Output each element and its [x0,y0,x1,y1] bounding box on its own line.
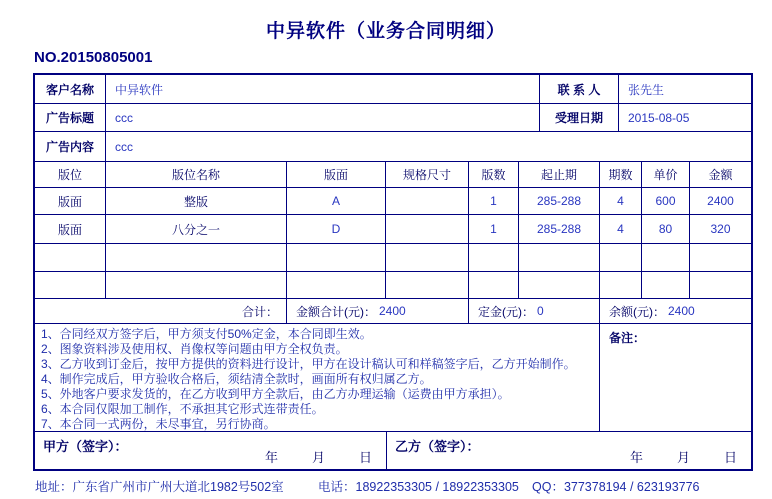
term-line: 2、图象资料涉及使用权、肖像权等问题由甲方全权负责。 [41,342,348,356]
contract-number: NO.20150805001 [34,49,153,66]
grid-cell: 2400 [690,188,751,215]
col-header-period: 起止期 [519,162,600,188]
grid-cell: 320 [690,215,751,244]
grid-cell [287,272,386,299]
grid-cell [519,272,600,299]
grid-cell [519,244,600,272]
contact-person-label: 联 系 人 [540,75,619,104]
col-header-amount: 金额 [690,162,751,188]
month-label: 月 [311,450,325,465]
ad-content-value: ccc [106,132,751,162]
footer-address: 地址：广东省广州市广州大道北1982号502室 [35,480,284,494]
totals-amount [287,299,469,324]
party-a-signature-cell [35,432,387,469]
totals-balance [600,299,751,324]
grid-cell: 285-288 [519,188,600,215]
col-header-terms: 期数 [600,162,642,188]
term-line: 4、制作完成后，甲方验收合格后，须结清全款时，画面所有权归属乙方。 [41,372,432,386]
grid-cell [600,244,642,272]
totals-deposit-label: 定金(元)： [478,304,534,319]
page-title: 中异软件（业务合同明细） [265,21,506,42]
totals-balance-label: 余额(元)： [609,304,665,319]
ad-title-label: 广告标题 [35,104,106,132]
term-line: 1、合同经双方签字后，甲方须支付50%定金，本合同即生效。 [41,327,372,341]
grid-cell [386,215,469,244]
year-label: 年 [264,450,278,465]
footer-qq: QQ：377378194 / 623193776 [532,480,700,494]
grid-cell [690,244,751,272]
totals-balance-value: 2400 [668,304,695,318]
grid-cell: 80 [642,215,690,244]
party-b-date-fields [630,447,737,466]
ad-title-value: ccc [106,104,540,132]
totals-amount-value: 2400 [379,304,406,318]
grid-cell [386,272,469,299]
totals-amount-label: 金额合计(元)： [296,304,376,319]
grid-cell [287,244,386,272]
col-header-bancount: 版数 [469,162,519,188]
col-header-unit-price: 单价 [642,162,690,188]
customer-name-value: 中异软件 [106,75,540,104]
day-label: 日 [723,450,737,465]
grid-cell [35,244,106,272]
grid-cell: 1 [469,215,519,244]
grid-cell [642,272,690,299]
year-label: 年 [629,450,643,465]
ad-content-label: 广告内容 [35,132,106,162]
totals-label: 合计： [35,299,287,324]
col-header-banwei: 版位 [35,162,106,188]
contract-table [33,73,753,471]
term-line: 6、本合同仅限加工制作，不承担其它形式连带责任。 [41,402,324,416]
term-line: 3、乙方收到订金后，按甲方提供的资料进行设计，甲方在设计稿认可和样稿签字后，乙方开始制作。 [41,357,576,371]
totals-deposit-value: 0 [537,304,544,318]
grid-cell [642,244,690,272]
grid-cell [386,188,469,215]
totals-deposit [469,299,600,324]
grid-cell [469,272,519,299]
grid-cell: 整版 [106,188,287,215]
grid-cell: 版面 [35,215,106,244]
grid-cell [469,244,519,272]
grid-cell [106,244,287,272]
grid-cell [600,272,642,299]
grid-cell: D [287,215,386,244]
party-b-signature-cell [387,432,751,469]
grid-cell: 1 [469,188,519,215]
term-line: 5、外地客户要求发货的，在乙方收到甲方全款后，由乙方办理运输（运费由甲方承担）。 [41,387,510,401]
grid-cell [690,272,751,299]
grid-cell: 4 [600,215,642,244]
footer-phone: 电话：18922353305 / 18922353305 [318,480,519,494]
grid-cell: 八分之一 [106,215,287,244]
grid-cell: 600 [642,188,690,215]
grid-cell: 4 [600,188,642,215]
day-label: 日 [358,450,372,465]
grid-cell: 版面 [35,188,106,215]
party-b-label: 乙方（签字）： [395,439,480,454]
contract-terms [35,324,600,432]
customer-name-label: 客户名称 [35,75,106,104]
contact-person-value: 张先生 [619,75,751,104]
grid-cell [106,272,287,299]
party-a-label: 甲方（签字）： [43,439,128,454]
grid-cell [386,244,469,272]
footer-contact-line [0,477,772,497]
accept-date-label: 受理日期 [540,104,619,132]
grid-cell: A [287,188,386,215]
grid-cell [35,272,106,299]
col-header-size: 规格尺寸 [386,162,469,188]
remark-label: 备注： [600,324,751,432]
term-line: 7、本合同一式两份，未尽事宜，另行协商。 [41,417,276,431]
party-a-date-fields [265,447,372,466]
grid-cell: 285-288 [519,215,600,244]
col-header-banwei-name: 版位名称 [106,162,287,188]
accept-date-value: 2015-08-05 [619,104,751,132]
col-header-banmian: 版面 [287,162,386,188]
month-label: 月 [676,450,690,465]
